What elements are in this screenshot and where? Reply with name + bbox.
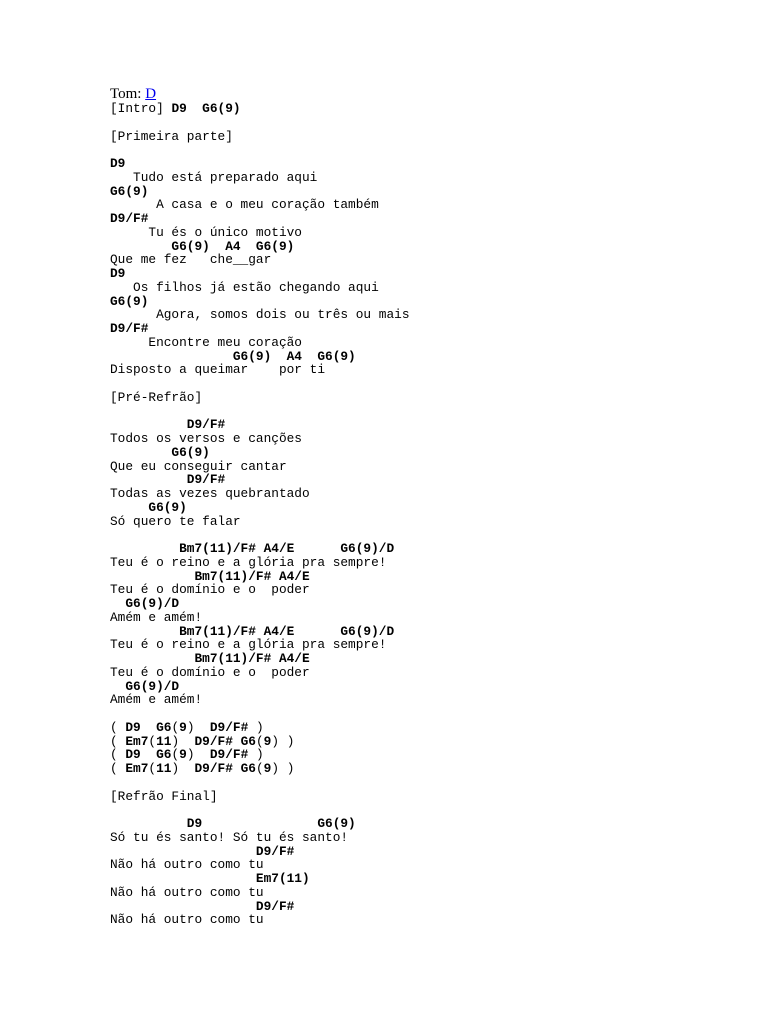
lyric-line: Todos os versos e canções — [110, 431, 302, 446]
lyric-line: Encontre meu coração — [110, 334, 302, 350]
lyric-line: [Primeira parte] — [110, 128, 233, 144]
chord-line: Bm7(11)/F# A4/E — [110, 568, 310, 584]
blank-line — [110, 803, 750, 817]
chord-line: D9/F# — [110, 898, 295, 914]
lyric-line: Tudo está preparado aqui — [110, 169, 318, 185]
chord-line: Bm7(11)/F# A4/E G6(9)/D — [110, 623, 395, 639]
chord-line: Bm7(11)/F# A4/E G6(9)/D — [110, 541, 395, 556]
lyric-line: Não há outro como tu — [110, 857, 264, 873]
chord-line: D9 — [110, 266, 126, 281]
blank-line — [110, 707, 750, 721]
blank-line — [110, 377, 750, 391]
chord-line: D9/F# — [110, 417, 226, 433]
chord-line: G6(9) A4 G6(9) — [110, 348, 356, 364]
chord-line: D9/F# — [110, 211, 149, 226]
lyric-line: Não há outro como tu — [110, 912, 264, 928]
tom-label: Tom: — [110, 86, 146, 102]
lyric-line: Amém e amém! — [110, 692, 203, 708]
chord-line: D9 — [110, 156, 126, 171]
lyric-line: Não há outro como tu — [110, 884, 264, 900]
tom-key-link[interactable]: D — [145, 86, 157, 102]
lyric-line: Os filhos já estão chegando aqui — [110, 279, 379, 295]
chord-line: D9/F# — [110, 472, 226, 488]
chord-progression-line: ( Em7(11) D9/F# G6(9) ) — [110, 733, 295, 749]
tom-line — [110, 86, 750, 102]
chord-line: G6(9) — [110, 293, 149, 309]
lyric-line: Tu és o único motivo — [110, 224, 302, 240]
blank-line — [110, 405, 750, 419]
chord-progression-line: ( D9 G6(9) D9/F# ) — [110, 747, 264, 763]
lyric-line: Disposto a queimar por ti — [110, 362, 326, 378]
blank-line — [110, 116, 750, 130]
lyric-line: [Pré-Refrão] — [110, 389, 203, 405]
lyric-line: Teu é o domínio e o poder — [110, 664, 310, 680]
chord-line: G6(9)/D — [110, 596, 180, 611]
lyric-line: Todas as vezes quebrantado — [110, 486, 310, 501]
chord-line: G6(9) — [110, 499, 187, 515]
chord-progression-line: ( Em7(11) D9/F# G6(9) ) — [110, 761, 295, 776]
intro-chords: D9 G6(9) — [171, 101, 241, 116]
chord-line: G6(9)/D — [110, 678, 180, 694]
lyric-line: Só quero te falar — [110, 513, 241, 529]
lyric-line: Só tu és santo! Só tu és santo! — [110, 829, 349, 845]
lyric-line: Que me fez che__gar — [110, 252, 272, 268]
lyric-line: Teu é o domínio e o poder — [110, 582, 310, 598]
chord-line: Bm7(11)/F# A4/E — [110, 651, 310, 666]
chord-line: Em7(11) — [110, 871, 310, 886]
chord-line: G6(9) — [110, 444, 210, 460]
chord-sheet — [110, 86, 750, 927]
intro-line: [Intro] D9 G6(9) — [110, 101, 241, 116]
chord-line: D9/F# — [110, 843, 295, 859]
chord-line: G6(9) — [110, 183, 149, 199]
chord-line: D9 G6(9) — [110, 816, 356, 831]
song-body — [110, 102, 750, 927]
blank-line — [110, 143, 750, 157]
lyric-line: [Refrão Final] — [110, 788, 218, 804]
lyric-line: Teu é o reino e a glória pra sempre! — [110, 554, 387, 570]
blank-line — [110, 776, 750, 790]
lyric-line: Agora, somos dois ou três ou mais — [110, 307, 410, 323]
blank-line — [110, 528, 750, 542]
chord-progression-line: ( D9 G6(9) D9/F# ) — [110, 719, 264, 735]
lyric-line: Teu é o reino e a glória pra sempre! — [110, 637, 387, 653]
chord-line: D9/F# — [110, 321, 149, 336]
lyric-line: A casa e o meu coração também — [110, 197, 379, 213]
chord-line: G6(9) A4 G6(9) — [110, 238, 295, 254]
lyric-line: Que eu conseguir cantar — [110, 458, 287, 474]
lyric-line: Amém e amém! — [110, 609, 203, 625]
